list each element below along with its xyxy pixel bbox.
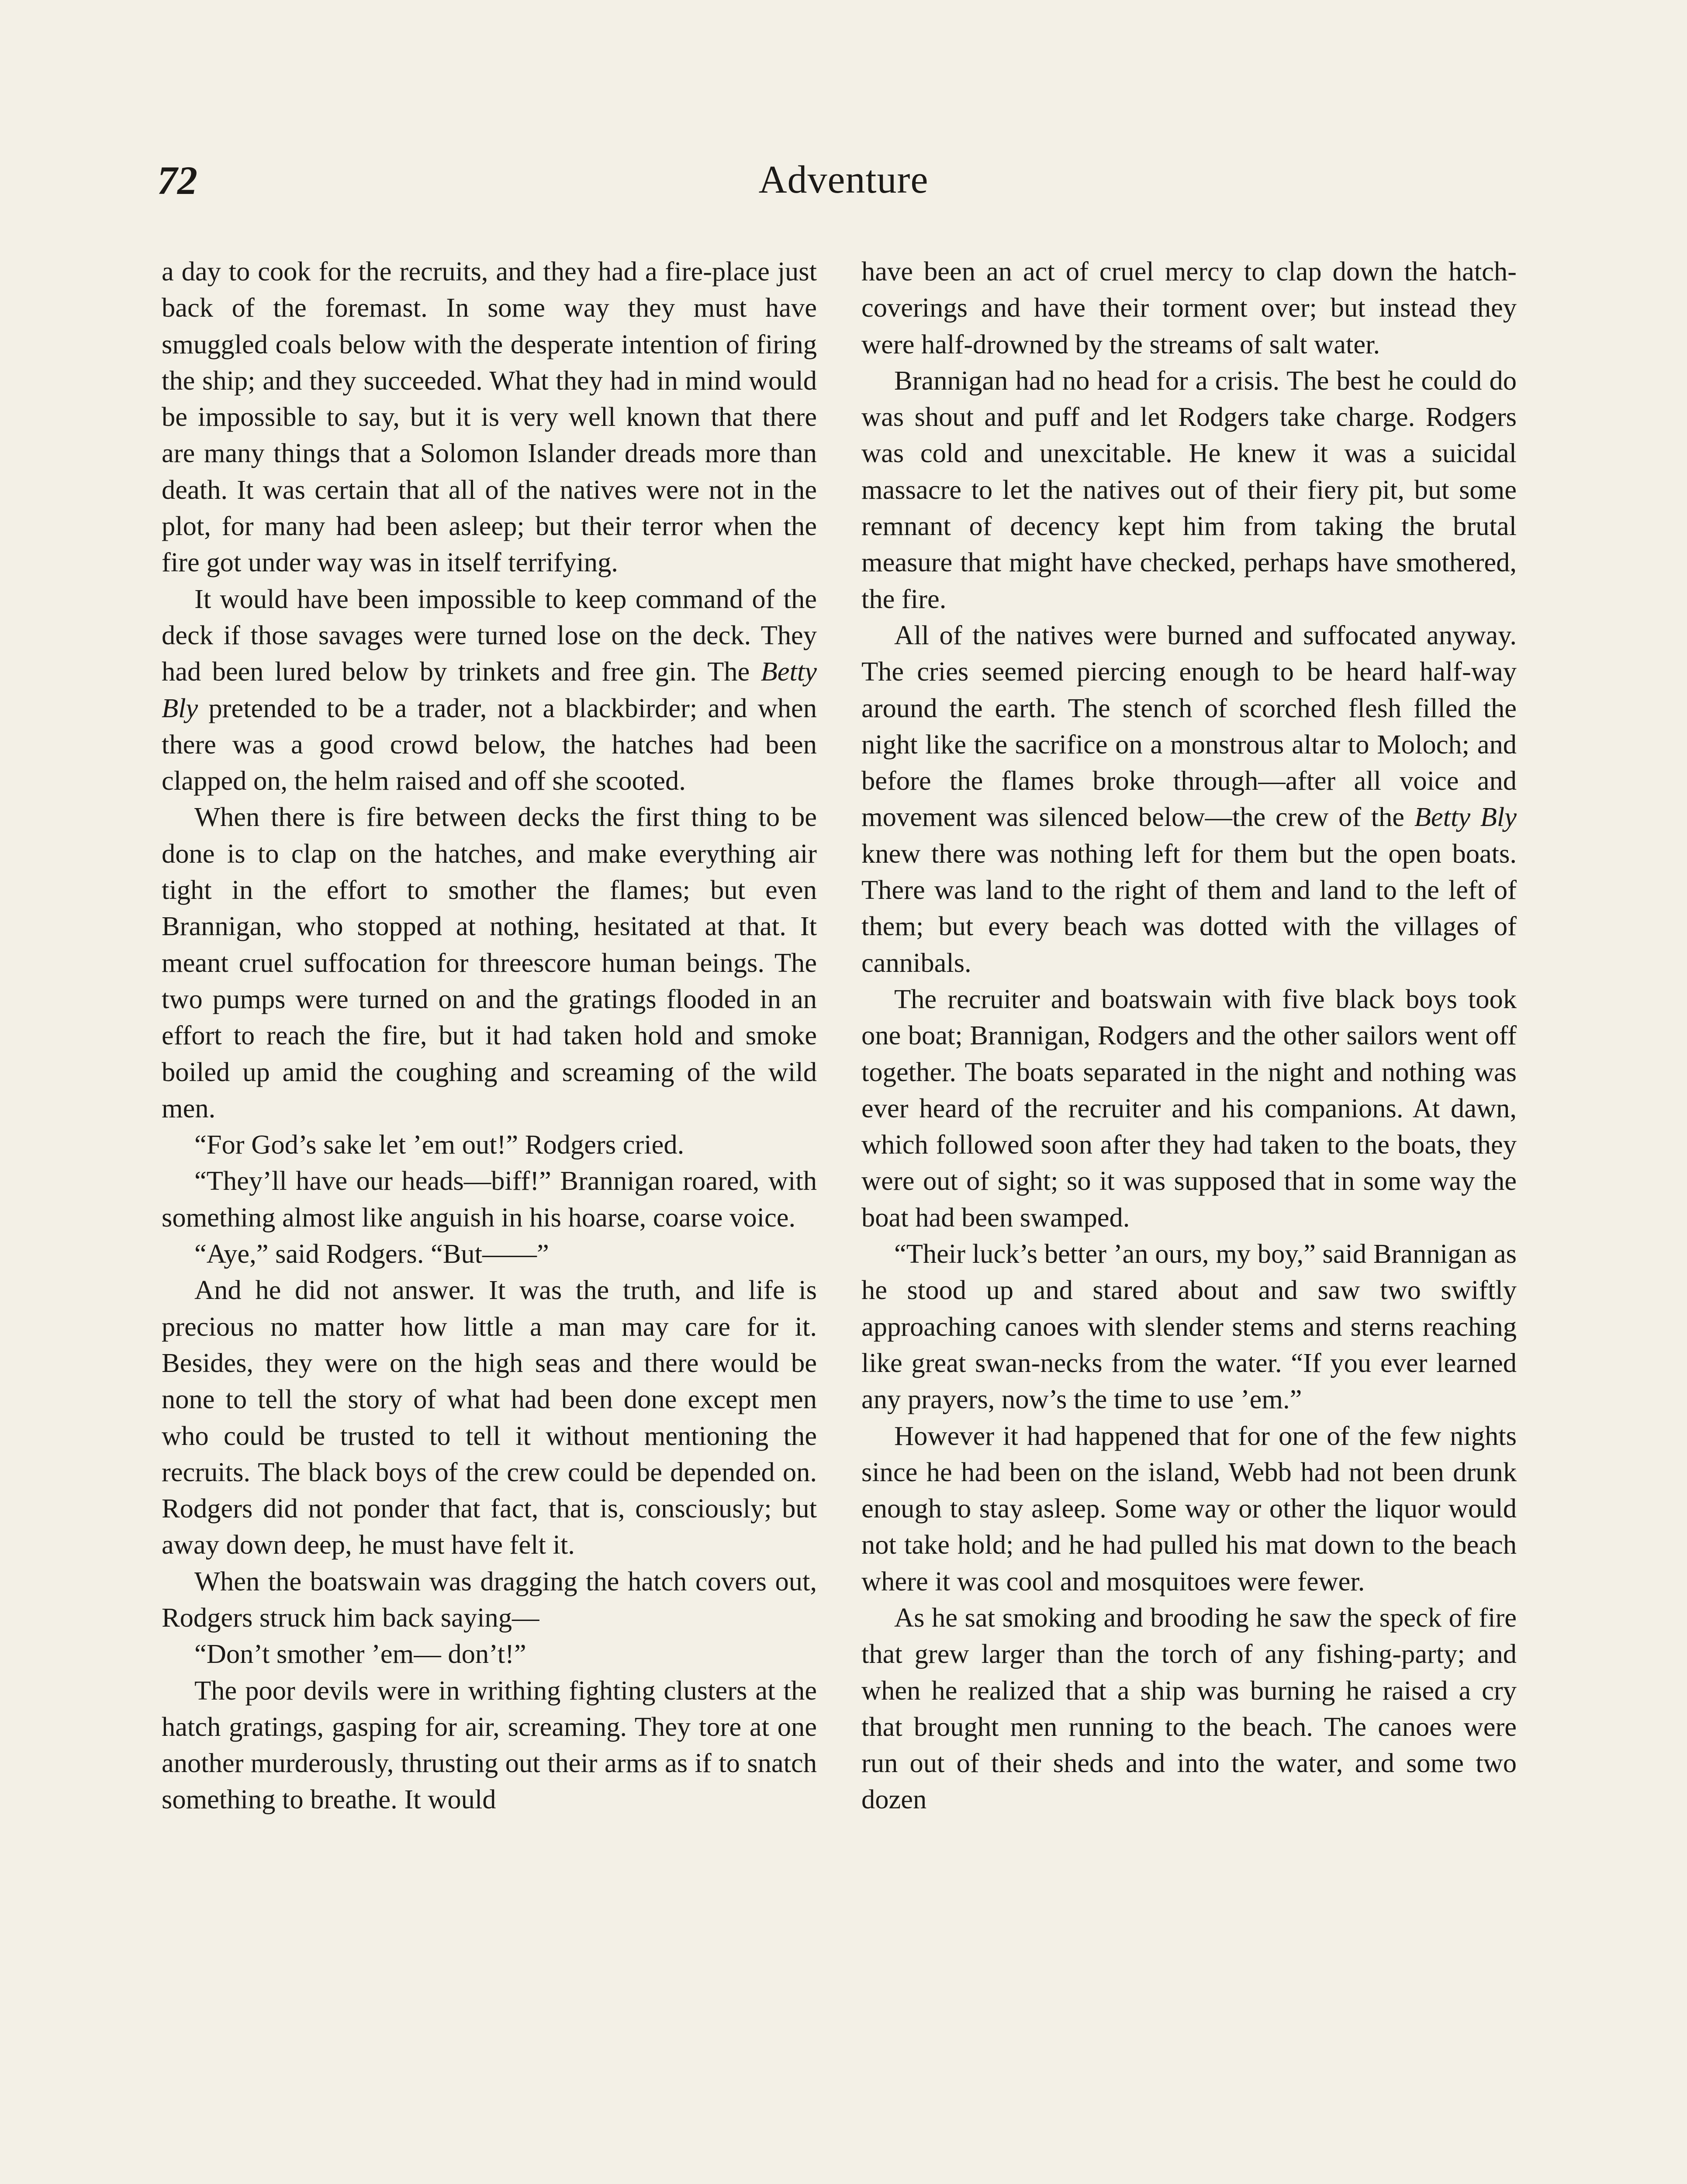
paragraph: “For God’s sake let ’em out!” Rodgers cried.	[194, 1129, 684, 1160]
right-column	[861, 253, 1517, 1818]
paragraph: It would have been impossible to keep command of the deck if those savages were turned lose on the deck. They had been lured below by trinkets and free gin. The Betty Bly pretended to be a trader, not a blackbirder; and when there was a good crowd below, the hatches had been clapped on, the helm raised and off she scooted.	[162, 583, 817, 796]
paragraph: And he did not answer. It was the truth, and life is precious no matter how little a man may care for it. Besides, they were on the high seas and there would be none to tell the story of what had been done except men who could be trusted to tell it without mentioning the recruits. The black boys of the crew could be depended on. Rodgers did not ponder that fact, that is, consciously; but away down deep, he must have felt it.	[162, 1275, 817, 1560]
paragraph: When there is fire between decks the first thing to be done is to clap on the hatches, and make everything air tight in the effort to smother the flames; but even Brannigan, who stopped at nothing, hesitated at that. It meant cruel suffocation for threescore human beings. The two pumps were turned on and the gratings flooded in an effort to reach the fire, but it had taken hold and smoke boiled up amid the coughing and screaming of the wild men.	[162, 802, 817, 1123]
paragraph: However it had happened that for one of the few nights since he had been on the island, Webb had not been drunk enough to stay asleep. Some way or other the liquor would not take hold; and he had pulled his mat down to the beach where it was cool and mosquitoes were fewer.	[861, 1420, 1517, 1597]
paragraph: When the boatswain was dragging the hatch covers out, Rodgers struck him back saying—	[162, 1565, 817, 1633]
paragraph: “Their luck’s better ’an ours, my boy,” said Brannigan as he stood up and stared about and saw two swiftly approaching canoes with slender stems and sterns reaching like great swan-necks from the water. “If you ever learned any prayers, now’s the time to use ’em.”	[861, 1238, 1517, 1415]
paragraph: have been an act of cruel mercy to clap down the hatch-coverings and have their torment over; but instead they were half-drowned by the streams of salt water.	[861, 256, 1517, 359]
paragraph: Brannigan had no head for a crisis. The best he could do was shout and puff and let Rodgers take charge. Rodgers was cold and unexcitable. He knew it was a suicidal massacre to let the natives out of their fiery pit, but some remnant of decency kept him from taking the brutal measure that might have checked, perhaps have smothered, the fire.	[861, 365, 1517, 614]
page-header	[157, 157, 1530, 218]
paragraph: The recruiter and boatswain with five black boys took one boat; Brannigan, Rodgers and the other sailors went off together. The boats separated in the night and nothing was ever heard of the recruiter and his companions. At dawn, which followed soon after they had taken to the boats, they were out of sight; so it was supposed that in some way the boat had been swamped.	[861, 983, 1517, 1233]
paragraph: “Don’t smother ’em— don’t!”	[194, 1638, 526, 1669]
paragraph: “They’ll have our heads—biff!” Brannigan roared, with something almost like anguish in his hoarse, coarse voice.	[162, 1165, 817, 1233]
paragraph: All of the natives were burned and suffocated anyway. The cries seemed piercing enough to be heard half-way around the earth. The stench of scorched flesh filled the night like the sacrifice on a monstrous altar to Moloch; and before the flames broke through—after all voice and movement was silenced below—the crew of the Betty Bly knew there was nothing left for them but the open boats. There was land to the right of them and land to the left of them; but every beach was dotted with the villages of cannibals.	[861, 619, 1517, 978]
ship-name: Betty Bly	[162, 656, 817, 723]
ship-name: Betty Bly	[1414, 802, 1517, 833]
paragraph: The poor devils were in writhing fighting clusters at the hatch gratings, gasping for air, screaming. They tore at one another murderously, thrusting out their arms as if to snatch something to breathe. It would	[162, 1675, 817, 1815]
paragraph: “Aye,” said Rodgers. “But——”	[194, 1238, 549, 1269]
paragraph: As he sat smoking and brooding he saw the speck of fire that grew larger than the torch of any fishing-party; and when he realized that a ship was burning he raised a cry that brought men running to the beach. The canoes were run out of their sheds and into the water, and some two dozen	[861, 1602, 1517, 1815]
page-number: 72	[157, 158, 197, 203]
left-column	[162, 253, 817, 1818]
paragraph: a day to cook for the recruits, and they had a fire-place just back of the foremast. In some way they must have smuggled coals below with the desperate intention of firing the ship; and they succeeded. What they had in mind would be impossible to say, but it is very well known that there are many things that a Solomon Islander dreads more than death. It was certain that all of the natives were not in the plot, for many had been asleep; but their terror when the fire got under way was in itself terrifying.	[162, 256, 817, 578]
magazine-title: Adventure	[758, 158, 929, 201]
